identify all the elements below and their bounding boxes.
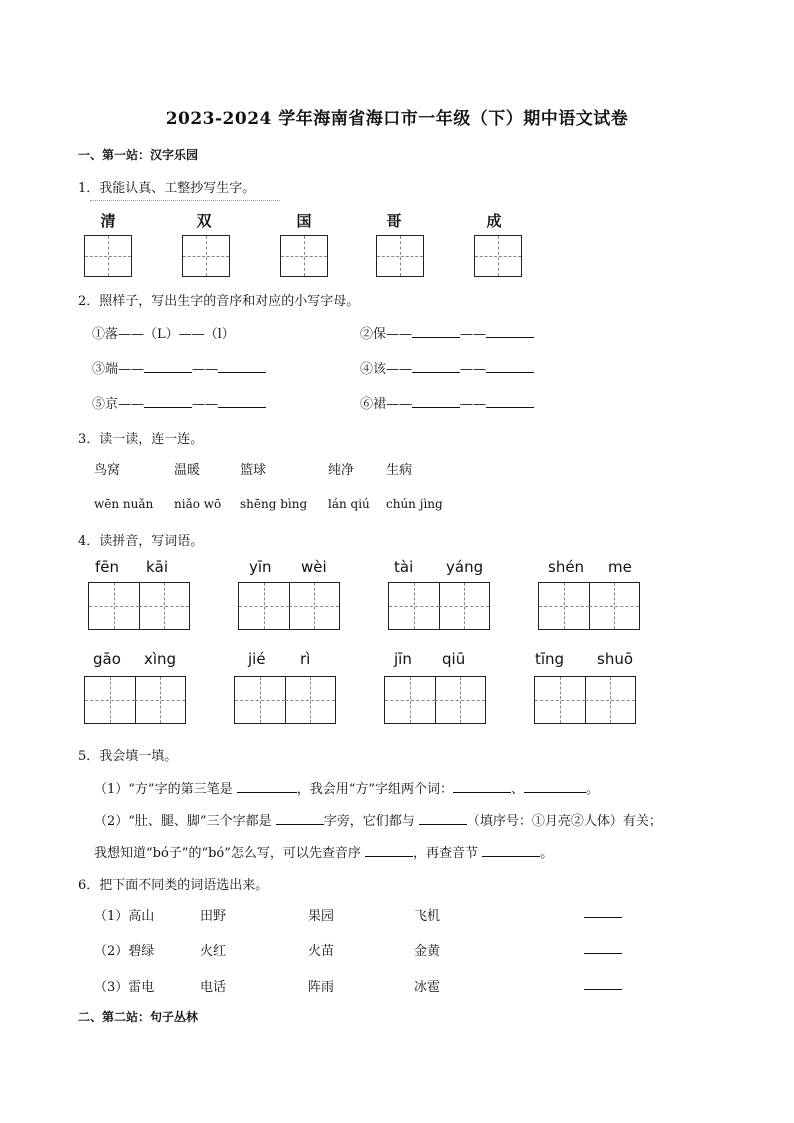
pinyin-syllable: wèi: [301, 558, 327, 576]
word: 阵雨: [308, 980, 335, 995]
answer-blank[interactable]: [144, 359, 192, 373]
word: 火苗: [308, 944, 335, 959]
text: 我想知道“bó子”的“bó”怎么写，可以先查音序: [94, 846, 361, 861]
answer-blank[interactable]: [218, 394, 266, 408]
writing-grid[interactable]: [182, 235, 230, 277]
section-heading-2: 二、第二站：句子丛林: [78, 1010, 199, 1024]
fill-line-2: [94, 810, 662, 829]
word-writing-grid[interactable]: [88, 582, 190, 630]
item-label: ⑤京——: [92, 397, 145, 412]
fill-line-1: [94, 778, 599, 797]
answer-blank[interactable]: [365, 843, 413, 857]
word: 温暖: [174, 463, 201, 478]
text: 。: [540, 846, 554, 861]
pinyin-word: chún jìng: [386, 497, 443, 511]
word-writing-grid[interactable]: [238, 582, 340, 630]
question-2-prompt: 2．照样子，写出生字的音序和对应的小写字母。: [78, 294, 360, 309]
pinyin-syllable: jié: [248, 650, 266, 668]
answer-blank[interactable]: [524, 779, 586, 793]
text: 字旁，它们都与: [323, 814, 415, 829]
answer-blank[interactable]: [453, 779, 511, 793]
word: 鸟窝: [94, 463, 121, 478]
writing-grid[interactable]: [376, 235, 424, 277]
word: （3）雷电: [94, 980, 155, 995]
question-4-prompt: 4．读拼音，写词语。: [78, 534, 204, 549]
text: ，我会用“方”字组两个词：: [296, 782, 454, 797]
writing-grid[interactable]: [474, 235, 522, 277]
text: 、: [511, 782, 525, 797]
pinyin-syllable: tīng: [535, 650, 565, 668]
blank-row: [360, 393, 534, 412]
word-writing-grid[interactable]: [84, 676, 186, 724]
item-label: ⑥裙——: [360, 397, 413, 412]
question-6-prompt: 6．把下面不同类的词语选出来。: [78, 878, 269, 893]
answer-blank[interactable]: [276, 811, 324, 825]
word-writing-grid[interactable]: [534, 676, 636, 724]
answer-blank[interactable]: [486, 324, 534, 338]
pinyin-syllable: qiū: [442, 650, 466, 668]
blank-row: [92, 393, 266, 412]
word-writing-grid[interactable]: [384, 676, 486, 724]
pinyin-syllable: gāo: [93, 650, 121, 668]
pinyin-syllable: fēn: [95, 558, 120, 576]
question-3-prompt: 3．读一读，连一连。: [78, 432, 204, 447]
answer-blank[interactable]: [218, 359, 266, 373]
word-writing-grid[interactable]: [234, 676, 336, 724]
writing-grid[interactable]: [280, 235, 328, 277]
example-answer: ①落——（L）——（l）: [92, 327, 235, 342]
pinyin-syllable: rì: [300, 650, 311, 668]
answer-blank[interactable]: [486, 394, 534, 408]
pinyin-syllable: xìng: [144, 650, 177, 668]
question-1-prompt: 1．我能认真、工整抄写生字。: [78, 181, 256, 196]
text: （填序号：①月亮②人体）有关；: [466, 814, 662, 829]
dash: ——: [192, 397, 219, 412]
dash: ——: [192, 362, 219, 377]
word: 果园: [308, 909, 335, 924]
text: （1）“方”字的第三笔是: [94, 782, 233, 797]
word: 田野: [200, 909, 227, 924]
dash: ——: [460, 327, 487, 342]
pinyin-word: shēng bìng: [240, 497, 308, 511]
item-label: ③端——: [92, 362, 145, 377]
page-title: 2023-2024 学年海南省海口市一年级（下）期中语文试卷: [165, 109, 629, 129]
char-label: 国: [296, 212, 312, 230]
question-5-prompt: 5．我会填一填。: [78, 749, 178, 764]
word: 纯净: [328, 463, 355, 478]
answer-blank[interactable]: [237, 779, 297, 793]
word: 生病: [386, 463, 413, 478]
word-writing-grid[interactable]: [538, 582, 640, 630]
blank-row: [92, 358, 266, 377]
dotted-line: [90, 200, 280, 201]
word-writing-grid[interactable]: [388, 582, 490, 630]
pinyin-word: lán qiú: [328, 497, 370, 511]
answer-blank[interactable]: [584, 989, 622, 990]
fill-line-3: [94, 842, 553, 861]
word: 飞机: [414, 909, 441, 924]
pinyin-syllable: yáng: [446, 558, 484, 576]
answer-blank[interactable]: [486, 359, 534, 373]
text: 。: [586, 782, 600, 797]
answer-blank[interactable]: [412, 359, 460, 373]
writing-grid[interactable]: [84, 235, 132, 277]
answer-blank[interactable]: [482, 843, 540, 857]
dash: ——: [460, 397, 487, 412]
word: 电话: [200, 980, 227, 995]
word: 冰雹: [414, 980, 441, 995]
char-label: 成: [486, 212, 502, 230]
text: （2）“肚、腿、脚”三个字都是: [94, 814, 272, 829]
pinyin-syllable: jīn: [394, 650, 412, 668]
blank-row: [360, 358, 534, 377]
word: 金黄: [414, 944, 441, 959]
blank-row: [360, 323, 534, 342]
text: ，再查音节: [413, 846, 479, 861]
pinyin-syllable: shuō: [597, 650, 634, 668]
answer-blank[interactable]: [412, 394, 460, 408]
item-label: ②保——: [360, 327, 413, 342]
pinyin-syllable: me: [608, 558, 632, 576]
word: （1）高山: [94, 909, 155, 924]
char-label: 哥: [386, 212, 402, 230]
pinyin-syllable: shén: [548, 558, 585, 576]
answer-blank[interactable]: [144, 394, 192, 408]
char-label: 双: [196, 212, 212, 230]
word: 篮球: [240, 463, 267, 478]
pinyin-syllable: tài: [394, 558, 414, 576]
item-label: ④该——: [360, 362, 413, 377]
answer-blank[interactable]: [584, 953, 622, 954]
pinyin-word: niǎo wō: [174, 497, 222, 511]
word: 火红: [200, 944, 227, 959]
pinyin-word: wēn nuǎn: [94, 497, 154, 511]
char-label: 清: [100, 212, 116, 230]
answer-blank[interactable]: [412, 324, 460, 338]
dash: ——: [460, 362, 487, 377]
answer-blank[interactable]: [419, 811, 467, 825]
word: （2）碧绿: [94, 944, 155, 959]
answer-blank[interactable]: [584, 917, 622, 918]
section-heading-1: 一、第一站：汉字乐园: [78, 148, 199, 162]
pinyin-syllable: kāi: [146, 558, 169, 576]
pinyin-syllable: yīn: [249, 558, 272, 576]
